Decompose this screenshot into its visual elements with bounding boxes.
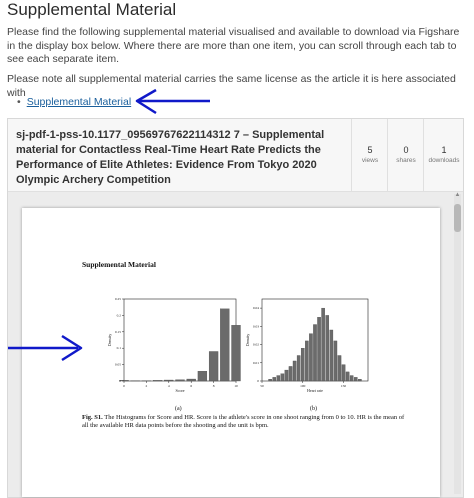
y-tick-label: 0.25 [114,297,121,301]
histogram-bar [354,377,357,381]
histogram-bar [338,355,341,381]
histogram-bar [342,365,345,381]
histogram-bar [277,376,280,381]
score-histogram [102,293,242,393]
figshare-header [8,119,463,192]
stat-views-value: 5 [367,145,373,155]
histogram-bar [330,330,333,381]
x-tick-label: 8 [212,384,215,388]
histogram-bar [187,379,196,381]
document-heading: Supplemental Material [82,260,156,269]
supplemental-link-item [17,96,131,108]
stat-shares [387,119,424,191]
histogram-bar [322,308,325,381]
x-tick-label: 4 [167,384,170,388]
x-tick-label: 50 [260,384,264,388]
stat-downloads[interactable] [423,119,464,191]
histogram-bar [326,315,329,381]
stat-downloads-label: downloads [428,157,460,164]
y-axis-label: Density [245,333,250,347]
histogram-bar [317,317,320,381]
y-tick-label: 0.03 [252,324,259,329]
figshare-embed [7,118,464,498]
x-tick-label: 2 [145,384,148,388]
heart-rate-histogram [246,293,371,393]
y-tick-label: 0.1 [116,346,121,351]
caption-text: The Histograms for Score and HR. Score is the athlete's score in one shoot ranging from 0 to 10. HR is the mean of all the available HR data points before the shooting and the unit is bpm. [82,414,405,429]
y-tick-label: 0.2 [116,313,121,318]
x-tick-label: 100 [300,384,306,388]
annotation-arrow-left-icon [6,333,86,363]
x-tick-label: 150 [340,384,347,388]
histogram-bar [153,380,162,381]
histogram-bar [293,361,296,381]
histogram-bar [305,341,308,381]
x-tick-label: 10 [234,384,238,388]
bullet-icon: • [17,96,21,108]
histogram-bar [285,370,288,381]
histogram-bar [301,348,304,381]
histogram-bar [232,325,241,381]
sublabel-b: (b) [310,406,317,412]
y-tick-label: 0.05 [114,362,121,367]
plot-frame [124,299,236,381]
figshare-item-title: sj-pdf-1-pss-10.1177_09569767622114312 7 – Supplemental material for Contactless Real-Time Heart Rate Predicts the Performance of Elite Athletes: Evidence From Tokyo 2020 Olympic Archery Competition [16,129,325,186]
histogram-bar [209,351,218,381]
histogram-bar [198,371,207,381]
histogram-bar [176,380,185,381]
figure-caption [82,414,412,430]
histogram-bar [220,309,229,381]
y-tick-label: 0 [257,379,259,383]
histogram-bar [309,334,312,381]
histogram-bar [164,380,173,381]
y-tick-label: 0.02 [252,342,259,347]
histogram-bar [313,325,316,381]
stat-shares-label: shares [396,157,416,164]
histogram-bar [297,355,300,381]
histogram-bar [350,376,353,381]
supplemental-material-link[interactable]: Supplemental Material [26,96,132,108]
x-axis-label: Heart rate [307,388,323,393]
x-tick-label: 0 [123,384,125,388]
y-tick-label: 0.01 [252,360,259,365]
scroll-up-icon[interactable]: ▲ [454,192,461,198]
histogram-bar [358,379,361,381]
histogram-bar [334,341,337,381]
annotation-arrow-icon [132,86,212,116]
y-tick-label: 0.04 [252,306,259,311]
histogram-bar [269,379,272,381]
sublabel-a: (a) [175,406,182,412]
x-axis-label: Score [175,388,185,393]
viewer-scrollbar[interactable] [454,194,461,494]
scroll-thumb[interactable] [454,204,461,232]
histogram-bar [273,377,276,381]
histogram-bar [281,374,284,381]
y-axis-label: Density [107,333,112,347]
stat-shares-value: 0 [403,145,409,155]
y-tick-label: 0 [119,379,121,383]
y-tick-label: 0.15 [114,329,121,334]
histogram-bar [346,372,349,381]
stat-views [351,119,388,191]
page-title: Supplemental Material [7,0,177,19]
x-tick-label: 6 [190,384,193,388]
stat-downloads-value: 1 [441,145,447,155]
caption-label: Fig. S1. [82,414,103,421]
intro-paragraph: Please find the following supplemental material visualised and available to download via Figshare in the display box below. Where there are more than one item, you can scroll through each tab to see each separate item. [7,26,460,65]
histogram-bar [289,366,292,381]
license-note: Please note all supplemental material carries the same license as the article it is here associated with [7,73,456,99]
stat-views-label: views [361,157,379,164]
